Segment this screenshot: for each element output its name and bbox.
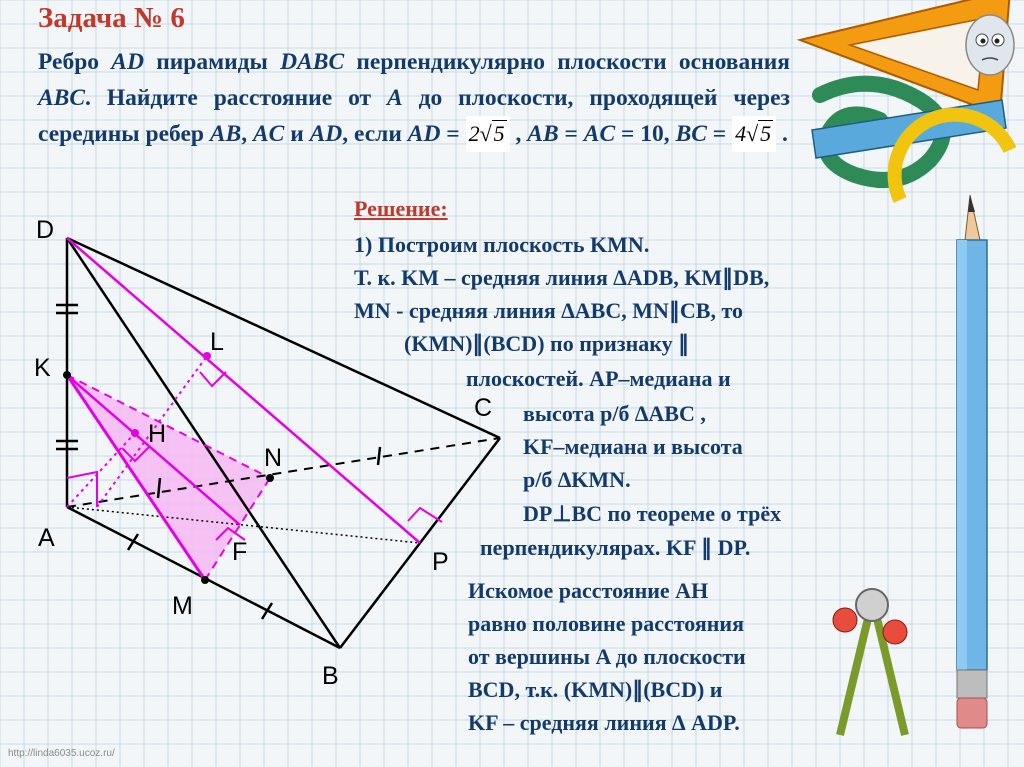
bc-value: 4√5: [732, 116, 776, 152]
edge-bc: BC: [675, 121, 707, 147]
problem-text: . Найдите расстояние от: [85, 85, 387, 111]
point-n: [266, 474, 274, 482]
problem-text: и: [284, 121, 310, 147]
edge-ad: AD: [407, 121, 441, 147]
bc-radicand: 5: [760, 121, 772, 146]
problem-text: ,: [241, 121, 253, 147]
source-link[interactable]: http://linda6035.ucoz.ru/: [8, 748, 115, 759]
solution-heading: Решение:: [354, 196, 448, 221]
pyramid-name: DABC: [280, 49, 345, 75]
problem-text: ,: [509, 121, 528, 147]
edge-db: [67, 238, 340, 648]
answer-line-1: Искомое расстояние AH: [468, 578, 709, 603]
point-m: [201, 576, 209, 584]
solution-line-9: DP⊥BC по теореме о трёх: [523, 501, 782, 526]
solution-line-8: р/б ∆KMN.: [523, 467, 631, 492]
solution-line-2: Т. к. KM – средняя линия ∆ADB, KM∥DB,: [354, 265, 770, 290]
solution-line-5: плоскостей. AP–медиана и: [466, 366, 731, 391]
label-d: D: [36, 216, 55, 244]
right-angle-p: [408, 508, 442, 522]
ad-radicand: 5: [493, 121, 505, 146]
segment-ah: [67, 433, 135, 507]
answer-line-4: BCD, т.к. (KMN)∥(BCD) и: [468, 677, 723, 702]
ad-coefficient: 2: [468, 121, 480, 146]
solution-line-4: (KMN)∥(BCD) по признаку ∥: [404, 331, 690, 356]
problem-text: до плоскости, проходящей через середины ребер: [38, 85, 790, 147]
problem-text: перпендикулярно плоскости основания: [344, 49, 791, 75]
base-name: ABC: [38, 85, 86, 111]
point-h: [131, 429, 139, 437]
problem-text: .: [776, 121, 788, 147]
label-a: A: [38, 524, 55, 552]
problem-text: =: [558, 121, 584, 147]
right-angle-l: [200, 372, 226, 386]
vertex-a: A: [386, 85, 403, 111]
ad-value: 2√5: [466, 116, 510, 152]
solution-line-10: перпендикулярах. KF ∥ DP.: [480, 535, 751, 560]
problem-text: =: [706, 121, 733, 147]
edge-ac: AC: [583, 121, 616, 147]
label-k: K: [34, 354, 51, 382]
label-n: N: [264, 444, 283, 472]
point-k: [63, 371, 71, 379]
edge-ad: AD: [309, 121, 343, 147]
problem-text: Ребро: [38, 49, 112, 75]
label-h: H: [148, 420, 167, 448]
answer-line-5: KF – средняя линия ∆ ADP.: [468, 710, 740, 735]
solution-line-1: 1) Построим плоскость KMN.: [354, 232, 650, 257]
edge-ab: AB: [527, 121, 559, 147]
answer-line-2: равно половине расстояния: [468, 611, 744, 636]
problem-text: = 10,: [615, 121, 676, 147]
edge-ab: AB: [209, 121, 242, 147]
answer-line-3: от вершины A до плоскости: [468, 644, 746, 669]
label-c: C: [474, 394, 493, 422]
problem-text: =: [440, 121, 466, 147]
bc-coefficient: 4: [735, 121, 747, 146]
tick-mark: [378, 447, 380, 465]
task-title: Задача № 6: [38, 2, 185, 34]
problem-text: пирамиды: [143, 49, 281, 75]
label-b: B: [322, 662, 339, 690]
edge-ad: AD: [111, 49, 144, 75]
label-m: M: [172, 592, 193, 620]
problem-text: , если: [342, 121, 408, 147]
label-p: P: [432, 548, 449, 576]
solution-line-6: высота р/б ∆ABC ,: [523, 401, 706, 426]
solution-line-3: MN - средняя линия ∆ABC, MN∥CB, то: [354, 298, 743, 323]
edge-ac: AC: [252, 121, 285, 147]
label-f: F: [232, 538, 248, 566]
label-l: L: [210, 328, 224, 356]
solution-line-7: KF–медиана и высота: [523, 434, 743, 459]
